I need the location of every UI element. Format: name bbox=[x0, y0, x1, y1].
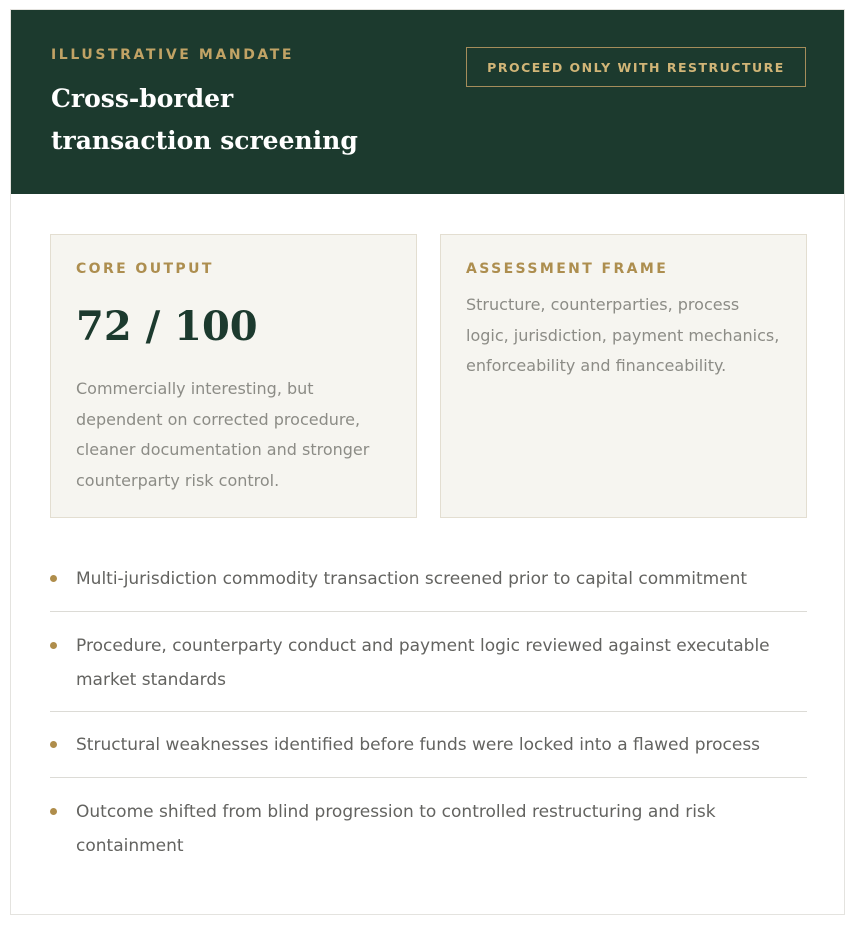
core-output-label: CORE OUTPUT bbox=[76, 261, 214, 277]
finding-text: Outcome shifted from blind progression to controlled restructuring and risk containment bbox=[76, 802, 716, 856]
core-output-description: Commercially interesting, but dependent on corrected procedure, cleaner documentation and stronger counterparty risk control. bbox=[76, 379, 370, 490]
finding-text: Procedure, counterparty conduct and payment logic reviewed against executable market standards bbox=[76, 636, 770, 690]
findings-list bbox=[50, 546, 807, 878]
assessment-frame-description: Structure, counterparties, process logic, jurisdiction, payment mechanics, enforceability and financeability. bbox=[466, 295, 780, 375]
card-title: Cross-border transaction screening bbox=[51, 84, 358, 155]
assessment-frame-label: ASSESSMENT FRAME bbox=[466, 261, 669, 277]
bullet-icon bbox=[50, 808, 57, 815]
list-item bbox=[50, 546, 807, 612]
card-header bbox=[11, 10, 844, 194]
bullet-icon bbox=[50, 642, 57, 649]
finding-text: Multi-jurisdiction commodity transaction screened prior to capital commitment bbox=[76, 569, 748, 589]
finding-text: Structural weaknesses identified before funds were locked into a flawed process bbox=[76, 735, 761, 755]
bullet-icon bbox=[50, 741, 57, 748]
bullet-icon bbox=[50, 575, 57, 582]
mandate-card bbox=[10, 9, 845, 915]
core-output-panel bbox=[50, 234, 417, 518]
eyebrow-label: ILLUSTRATIVE MANDATE bbox=[51, 47, 295, 63]
list-item bbox=[50, 778, 807, 878]
status-badge: PROCEED ONLY WITH RESTRUCTURE bbox=[466, 47, 806, 87]
list-item bbox=[50, 712, 807, 778]
list-item bbox=[50, 612, 807, 712]
assessment-frame-panel bbox=[440, 234, 807, 518]
score-value: 72 / 100 bbox=[76, 303, 258, 350]
